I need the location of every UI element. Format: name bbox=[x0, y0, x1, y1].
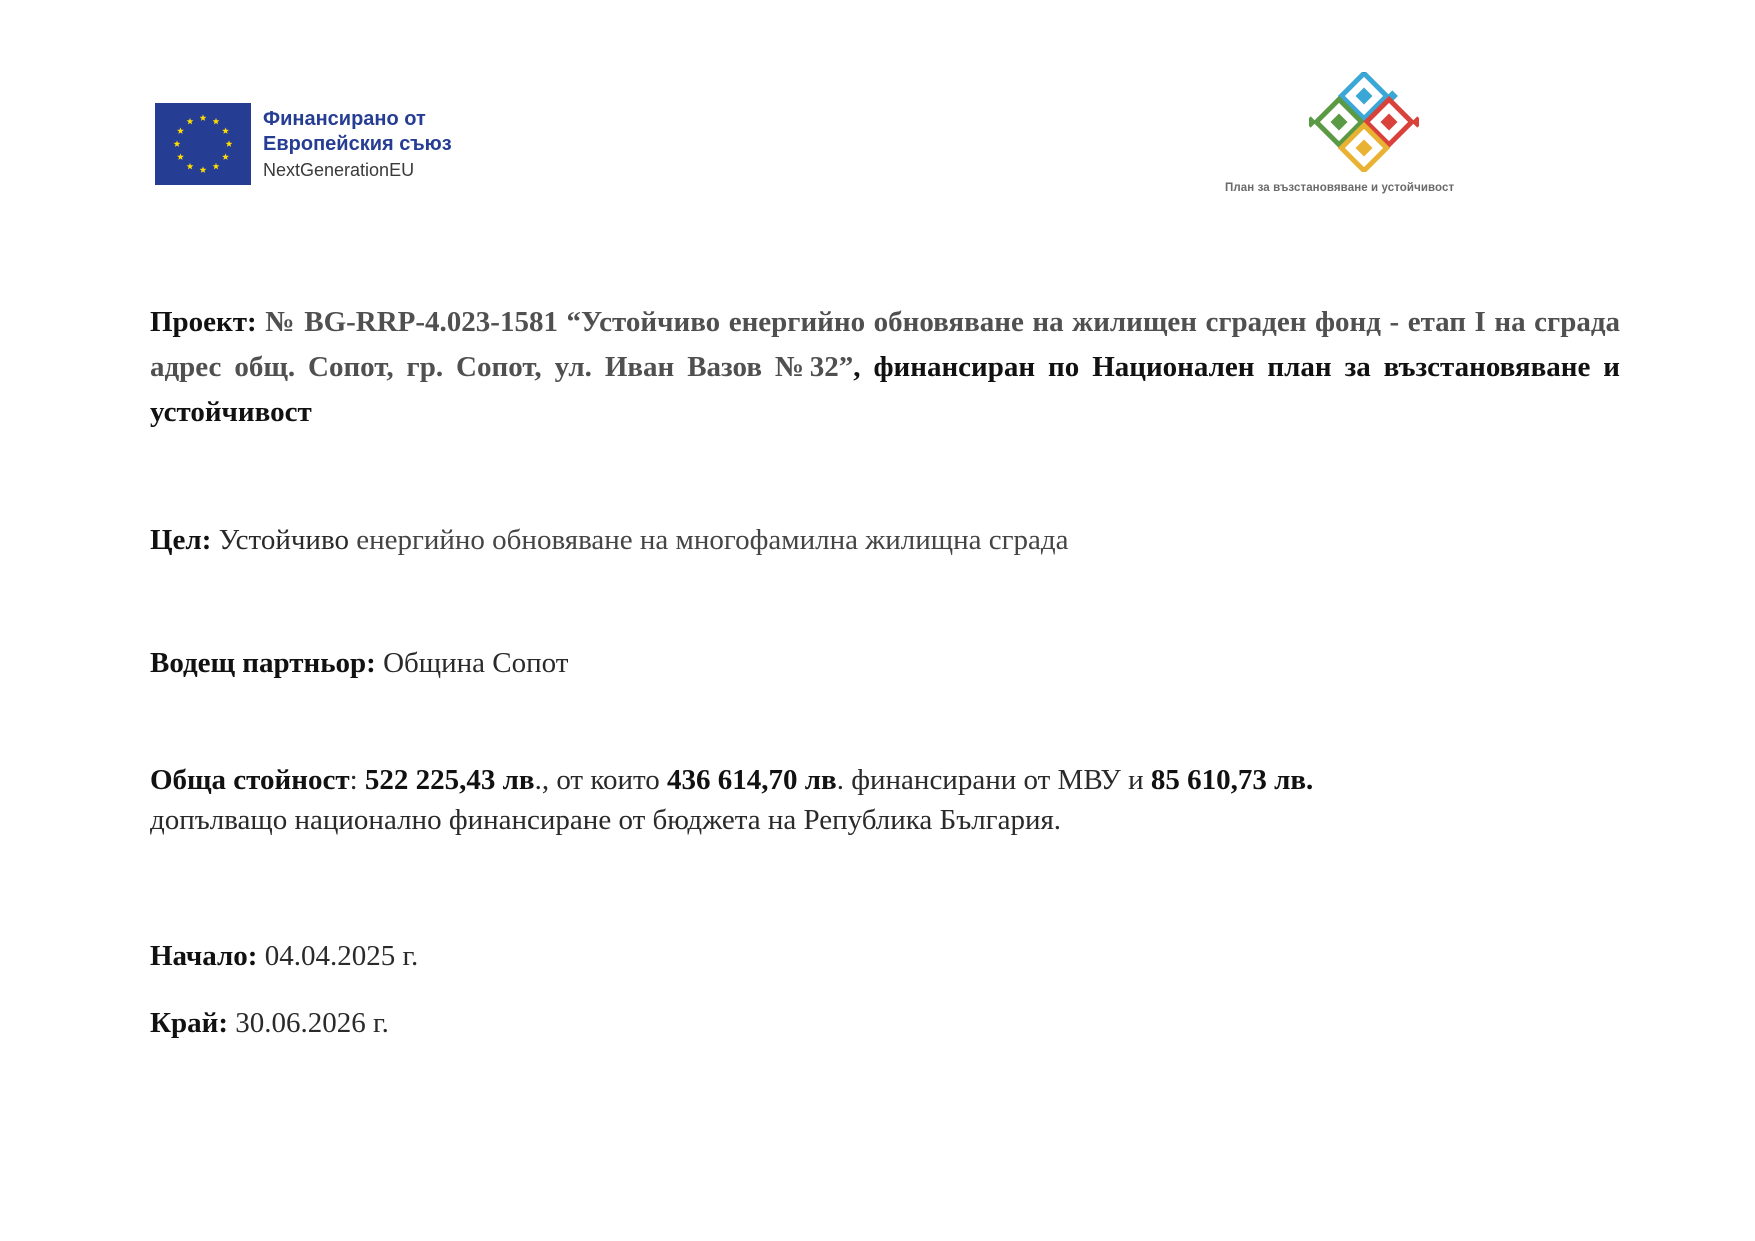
eu-logo-line3: NextGenerationEU bbox=[263, 159, 415, 180]
end-label: Край: bbox=[150, 1007, 229, 1039]
goal-value-part2: енергийно обновяване на многофамилна жилищна сграда bbox=[356, 524, 1069, 556]
eu-star-icon bbox=[222, 153, 229, 160]
eu-star-icon bbox=[200, 166, 207, 173]
eu-logo-line2: Европейския съюз bbox=[263, 132, 452, 155]
project-label: Проект: bbox=[150, 306, 257, 338]
project-title: “Устойчиво енергийно обновяване на жилищен сграден фонд - етап I на сграда адрес общ. Сопот, гр. Сопот, ул. Иван Вазов №32” bbox=[150, 306, 1620, 383]
eu-star-icon bbox=[174, 140, 181, 147]
cost-text2: . финансирани от МВУ и bbox=[836, 764, 1151, 796]
cost-national-amount: 85 610,73 лв. bbox=[1150, 764, 1314, 796]
eu-star-icon bbox=[187, 163, 194, 170]
eu-logo-text bbox=[263, 107, 452, 182]
eu-funding-logo bbox=[155, 103, 452, 185]
eu-star-icon bbox=[213, 118, 220, 125]
start-label: Начало: bbox=[150, 940, 258, 972]
cost-mvu-amount: 436 614,70 лв bbox=[667, 764, 837, 796]
eu-star-icon bbox=[177, 127, 184, 134]
partner-value: Община Сопот bbox=[383, 647, 569, 679]
cost-paragraph bbox=[150, 760, 1620, 840]
eu-star-icon bbox=[222, 127, 229, 134]
eu-star-icon bbox=[177, 153, 184, 160]
goal-label: Цел: bbox=[150, 524, 212, 556]
cost-total: 522 225,43 лв bbox=[364, 764, 535, 796]
goal-value-part1: Устойчиво bbox=[218, 524, 349, 556]
eu-star-icon bbox=[187, 118, 194, 125]
eu-star-icon bbox=[213, 163, 220, 170]
project-paragraph bbox=[150, 300, 1620, 435]
eu-star-icon bbox=[226, 140, 233, 147]
eu-logo-line1: Финансирано от bbox=[263, 107, 426, 130]
end-value: 30.06.2026 г. bbox=[235, 1007, 389, 1039]
recovery-plan-logo bbox=[1225, 72, 1515, 194]
cost-label: Обща стойност bbox=[150, 764, 350, 796]
cost-text1: ., от които bbox=[534, 764, 668, 796]
end-line bbox=[150, 1003, 1620, 1043]
recovery-plan-caption: План за възстановяване и устойчивост bbox=[1225, 182, 1455, 194]
project-number: № BG-RRP-4.023-1581 bbox=[265, 306, 558, 338]
project-funding: , финансиран по Национален план за възстановяване и устойчивост bbox=[150, 351, 1621, 428]
cost-separator: : bbox=[349, 764, 365, 796]
cost-text3: допълващо национално финансиране от бюджета на Република България. bbox=[150, 804, 1062, 836]
partner-label: Водещ партньор: bbox=[150, 647, 376, 679]
start-line bbox=[150, 936, 1620, 976]
start-value: 04.04.2025 г. bbox=[264, 940, 419, 972]
eu-flag-icon bbox=[155, 103, 251, 185]
eu-star-icon bbox=[200, 114, 207, 121]
partner-line bbox=[150, 643, 1620, 683]
recovery-plan-ornament-icon bbox=[1309, 72, 1419, 172]
goal-line bbox=[150, 520, 1620, 560]
